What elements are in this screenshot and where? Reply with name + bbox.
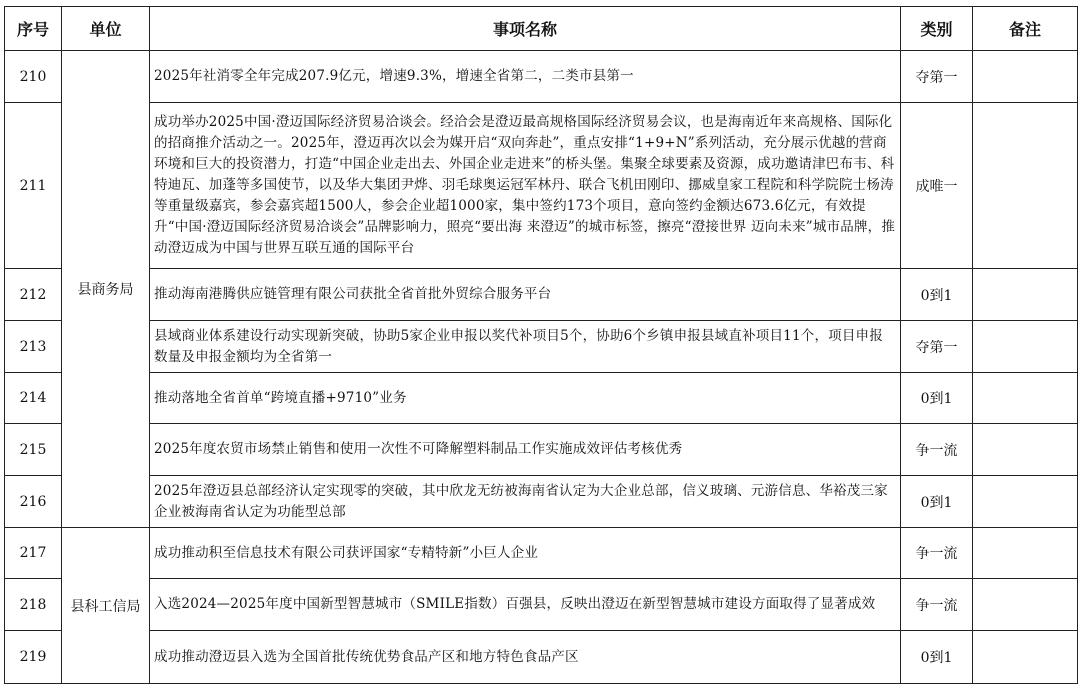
row-item: 推动落地全省首单“跨境直播+9710”业务: [150, 373, 901, 424]
row-num: 212: [5, 269, 62, 321]
row-num: 217: [5, 528, 62, 579]
row-type: 0到1: [901, 476, 973, 528]
row-note: [973, 373, 1078, 424]
row-num: 218: [5, 579, 62, 631]
table-row: [5, 631, 1078, 684]
row-num: 211: [5, 103, 62, 269]
row-type: 成唯一: [901, 103, 973, 269]
row-num: 213: [5, 321, 62, 373]
header-item: 事项名称: [150, 7, 901, 51]
unit-tech: 县科工信局: [62, 528, 150, 684]
table-row: [5, 528, 1078, 579]
row-type: 争一流: [901, 424, 973, 476]
row-type: 0到1: [901, 269, 973, 321]
table-row: [5, 321, 1078, 373]
row-type: 夺第一: [901, 321, 973, 373]
row-note: [973, 51, 1078, 103]
table-header-row: [5, 7, 1078, 51]
row-type: 夺第一: [901, 51, 973, 103]
table-row: [5, 579, 1078, 631]
unit-commerce: 县商务局: [62, 51, 150, 528]
row-num: 210: [5, 51, 62, 103]
table-row: [5, 269, 1078, 321]
row-item: 成功举办2025中国·澄迈国际经济贸易洽谈会。经洽会是澄迈最高规格国际经济贸易会议，也是海南近年来高规格、国际化的招商推介活动之一。2025年，澄迈再次以会为媒开启“双向奔赴”，重点安排“1+9+N”系列活动，充分展示优越的营商环境和巨大的投资潜力，打造“中国企业走出去、外国企业走进来”的桥头堡。集聚全球要素及资源，成功邀请津巴布韦、科特迪瓦、加蓬等多国使节，以及华大集团尹烨、羽毛球奥运冠军林丹、联合飞机田刚印、挪威皇家工程院和科学院院士杨涛等重量级嘉宾，参会嘉宾超1500人，参会企业超1000家，集中签约173个项目，意向签约金额达673.6亿元，有效提升“中国·澄迈国际经济贸易洽谈会”品牌影响力，照亮“要出海 来澄迈”的城市标签，擦亮“澄接世界 迈向未来”城市品牌，推动澄迈成为中国与世界互联互通的国际平台: [150, 103, 901, 269]
row-note: [973, 579, 1078, 631]
header-type: 类别: [901, 7, 973, 51]
document-page: [4, 6, 1077, 684]
row-type: 0到1: [901, 373, 973, 424]
row-item: 县域商业体系建设行动实现新突破，协助5家企业申报以奖代补项目5个，协助6个乡镇申报县域直补项目11个，项目申报数量及申报金额均为全省第一: [150, 321, 901, 373]
items-table: [4, 6, 1078, 684]
row-item: 推动海南港腾供应链管理有限公司获批全省首批外贸综合服务平台: [150, 269, 901, 321]
row-item: 2025年度农贸市场禁止销售和使用一次性不可降解塑料制品工作实施成效评估考核优秀: [150, 424, 901, 476]
table-row: [5, 51, 1078, 103]
header-unit: 单位: [62, 7, 150, 51]
row-item: 2025年社消零全年完成207.9亿元，增速9.3%，增速全省第二，二类市县第一: [150, 51, 901, 103]
row-note: [973, 631, 1078, 684]
row-note: [973, 476, 1078, 528]
row-num: 214: [5, 373, 62, 424]
row-item: 入选2024—2025年度中国新型智慧城市（SMILE指数）百强县，反映出澄迈在新型智慧城市建设方面取得了显著成效: [150, 579, 901, 631]
table-row: [5, 424, 1078, 476]
row-num: 219: [5, 631, 62, 684]
row-num: 216: [5, 476, 62, 528]
table-row: [5, 103, 1078, 269]
row-item: 2025年澄迈县总部经济认定实现零的突破，其中欣龙无纺被海南省认定为大企业总部，信义玻璃、元游信息、华裕茂三家企业被海南省认定为功能型总部: [150, 476, 901, 528]
row-note: [973, 528, 1078, 579]
header-note: 备注: [973, 7, 1078, 51]
row-item: 成功推动澄迈县入选为全国首批传统优势食品产区和地方特色食品产区: [150, 631, 901, 684]
row-type: 0到1: [901, 631, 973, 684]
row-item: 成功推动积至信息技术有限公司获评国家“专精特新”小巨人企业: [150, 528, 901, 579]
table-row: [5, 373, 1078, 424]
table-row: [5, 476, 1078, 528]
row-note: [973, 269, 1078, 321]
row-type: 争一流: [901, 579, 973, 631]
row-type: 争一流: [901, 528, 973, 579]
row-num: 215: [5, 424, 62, 476]
row-note: [973, 103, 1078, 269]
row-note: [973, 321, 1078, 373]
header-num: 序号: [5, 7, 62, 51]
row-note: [973, 424, 1078, 476]
